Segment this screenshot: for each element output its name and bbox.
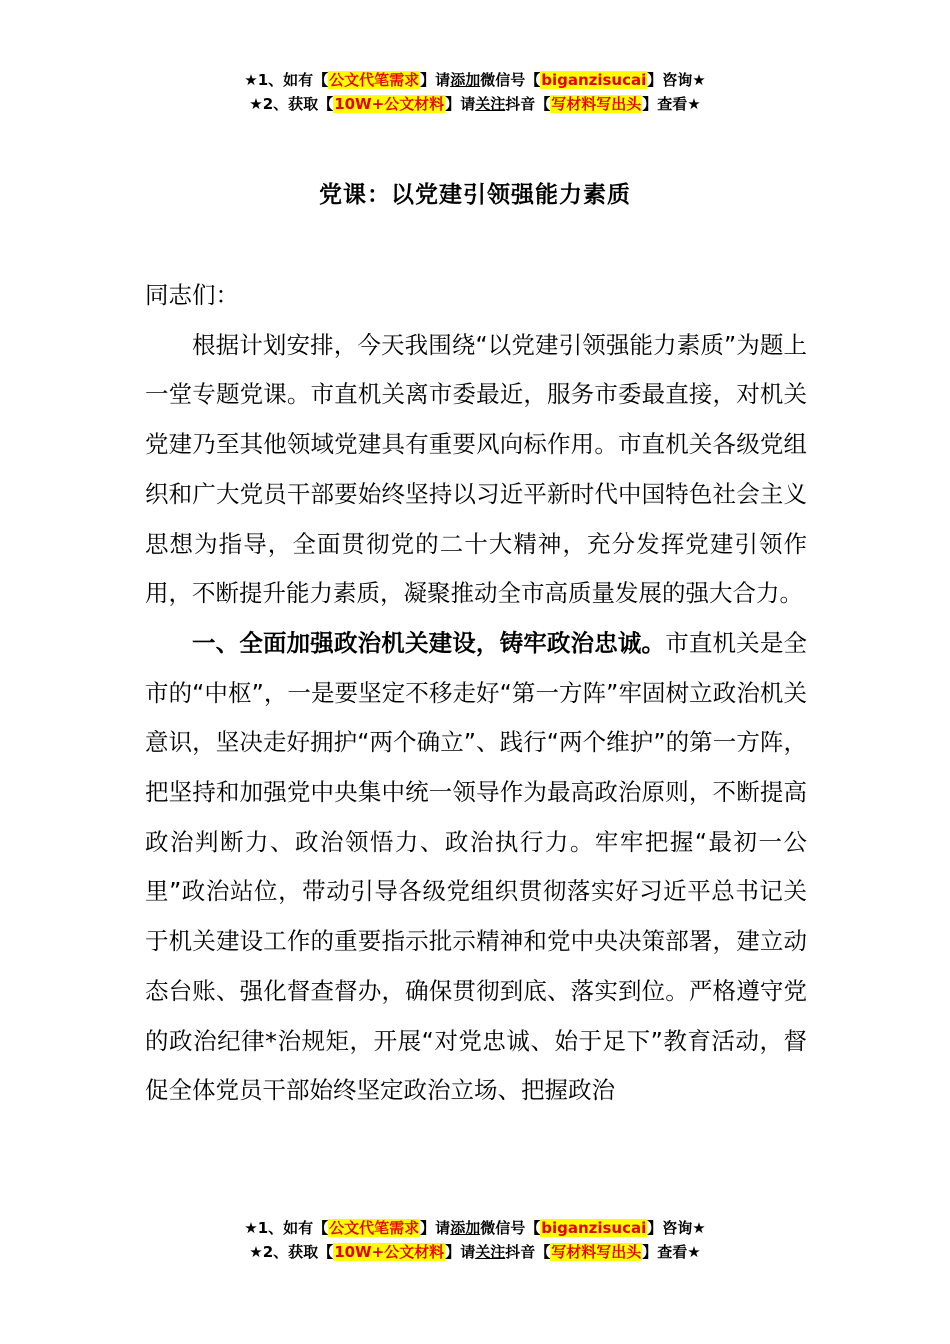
banner-text: 抖音【 — [505, 1243, 551, 1261]
banner-underline: 添加 — [450, 71, 481, 89]
banner-text: 】查看★ — [642, 95, 701, 113]
banner-highlight: 10W+公文材料 — [334, 95, 445, 113]
banner-text: ★2、获取【 — [249, 1243, 334, 1261]
header-banner — [0, 68, 950, 116]
banner-text: 】请 — [445, 95, 476, 113]
banner-text: 】查看★ — [642, 1243, 701, 1261]
paragraph-section-1 — [145, 619, 807, 1116]
banner-highlight: 公文代笔需求 — [329, 1219, 420, 1237]
salutation: 同志们： — [145, 281, 239, 309]
banner-underline: 关注 — [475, 95, 506, 113]
banner-underline: 添加 — [450, 1219, 481, 1237]
banner-text: ★1、如有【 — [244, 71, 329, 89]
paragraph-intro: 根据计划安排，今天我围绕“以党建引领强能力素质”为题上一堂专题党课。市直机关离市委最近，服务市委最直接，对机关党建乃至其他领域党建具有重要风向标作用。市直机关各级党组织和广大党员干部要始终坚持以习近平新时代中国特色社会主义思想为指导，全面贯彻党的二十大精神，充分发挥党建引领作用，不断提升能力素质，凝聚推动全市高质量发展的强大合力。 — [145, 330, 807, 608]
banner-underline: 关注 — [475, 1243, 506, 1261]
banner-line-2 — [0, 92, 950, 116]
banner-text: 】咨询★ — [647, 71, 706, 89]
banner-text: 】请 — [445, 1243, 476, 1261]
banner-line-1 — [0, 1216, 950, 1240]
document-title: 党课：以党建引领强能力素质 — [319, 182, 631, 208]
banner-text: 微信号【 — [480, 71, 541, 89]
banner-highlight: biganzisucai — [541, 1219, 647, 1237]
banner-text: 】咨询★ — [647, 1219, 706, 1237]
banner-text: 】请 — [420, 1219, 451, 1237]
banner-highlight: biganzisucai — [541, 71, 647, 89]
banner-highlight: 写材料写出头 — [551, 95, 642, 113]
banner-highlight: 公文代笔需求 — [329, 71, 420, 89]
banner-text: 抖音【 — [505, 95, 551, 113]
banner-text: 】请 — [420, 71, 451, 89]
banner-highlight: 写材料写出头 — [551, 1243, 642, 1261]
footer-banner — [0, 1216, 950, 1264]
document-body — [145, 271, 807, 1116]
banner-highlight: 10W+公文材料 — [334, 1243, 445, 1261]
banner-text: ★1、如有【 — [244, 1219, 329, 1237]
banner-line-2 — [0, 1240, 950, 1264]
section-body: 市直机关是全市的“中枢”，一是要坚定不移走好“第一方阵”牢固树立政治机关意识，坚决走好拥护“两个确立”、践行“两个维护”的第一方阵，把坚持和加强党中央集中统一领导作为最高政治原则，不断提高政治判断力、政治领悟力、政治执行力。牢牢把握“最初一公里”政治站位，带动引导各级党组织贯彻落实好习近平总书记关于机关建设工作的重要指示批示精神和党中央决策部署，建立动态台账、强化督查督办，确保贯彻到底、落实到位。严格遵守党的政治纪律*治规矩，开展“对党忠诚、始于足下”教育活动，督促全体党员干部始终坚定政治立场、把握政治 — [145, 628, 808, 1105]
banner-line-1 — [0, 68, 950, 92]
banner-text: 微信号【 — [480, 1219, 541, 1237]
banner-text: ★2、获取【 — [249, 95, 334, 113]
section-heading: 一、全面加强政治机关建设，铸牢政治忠诚。 — [192, 628, 666, 657]
